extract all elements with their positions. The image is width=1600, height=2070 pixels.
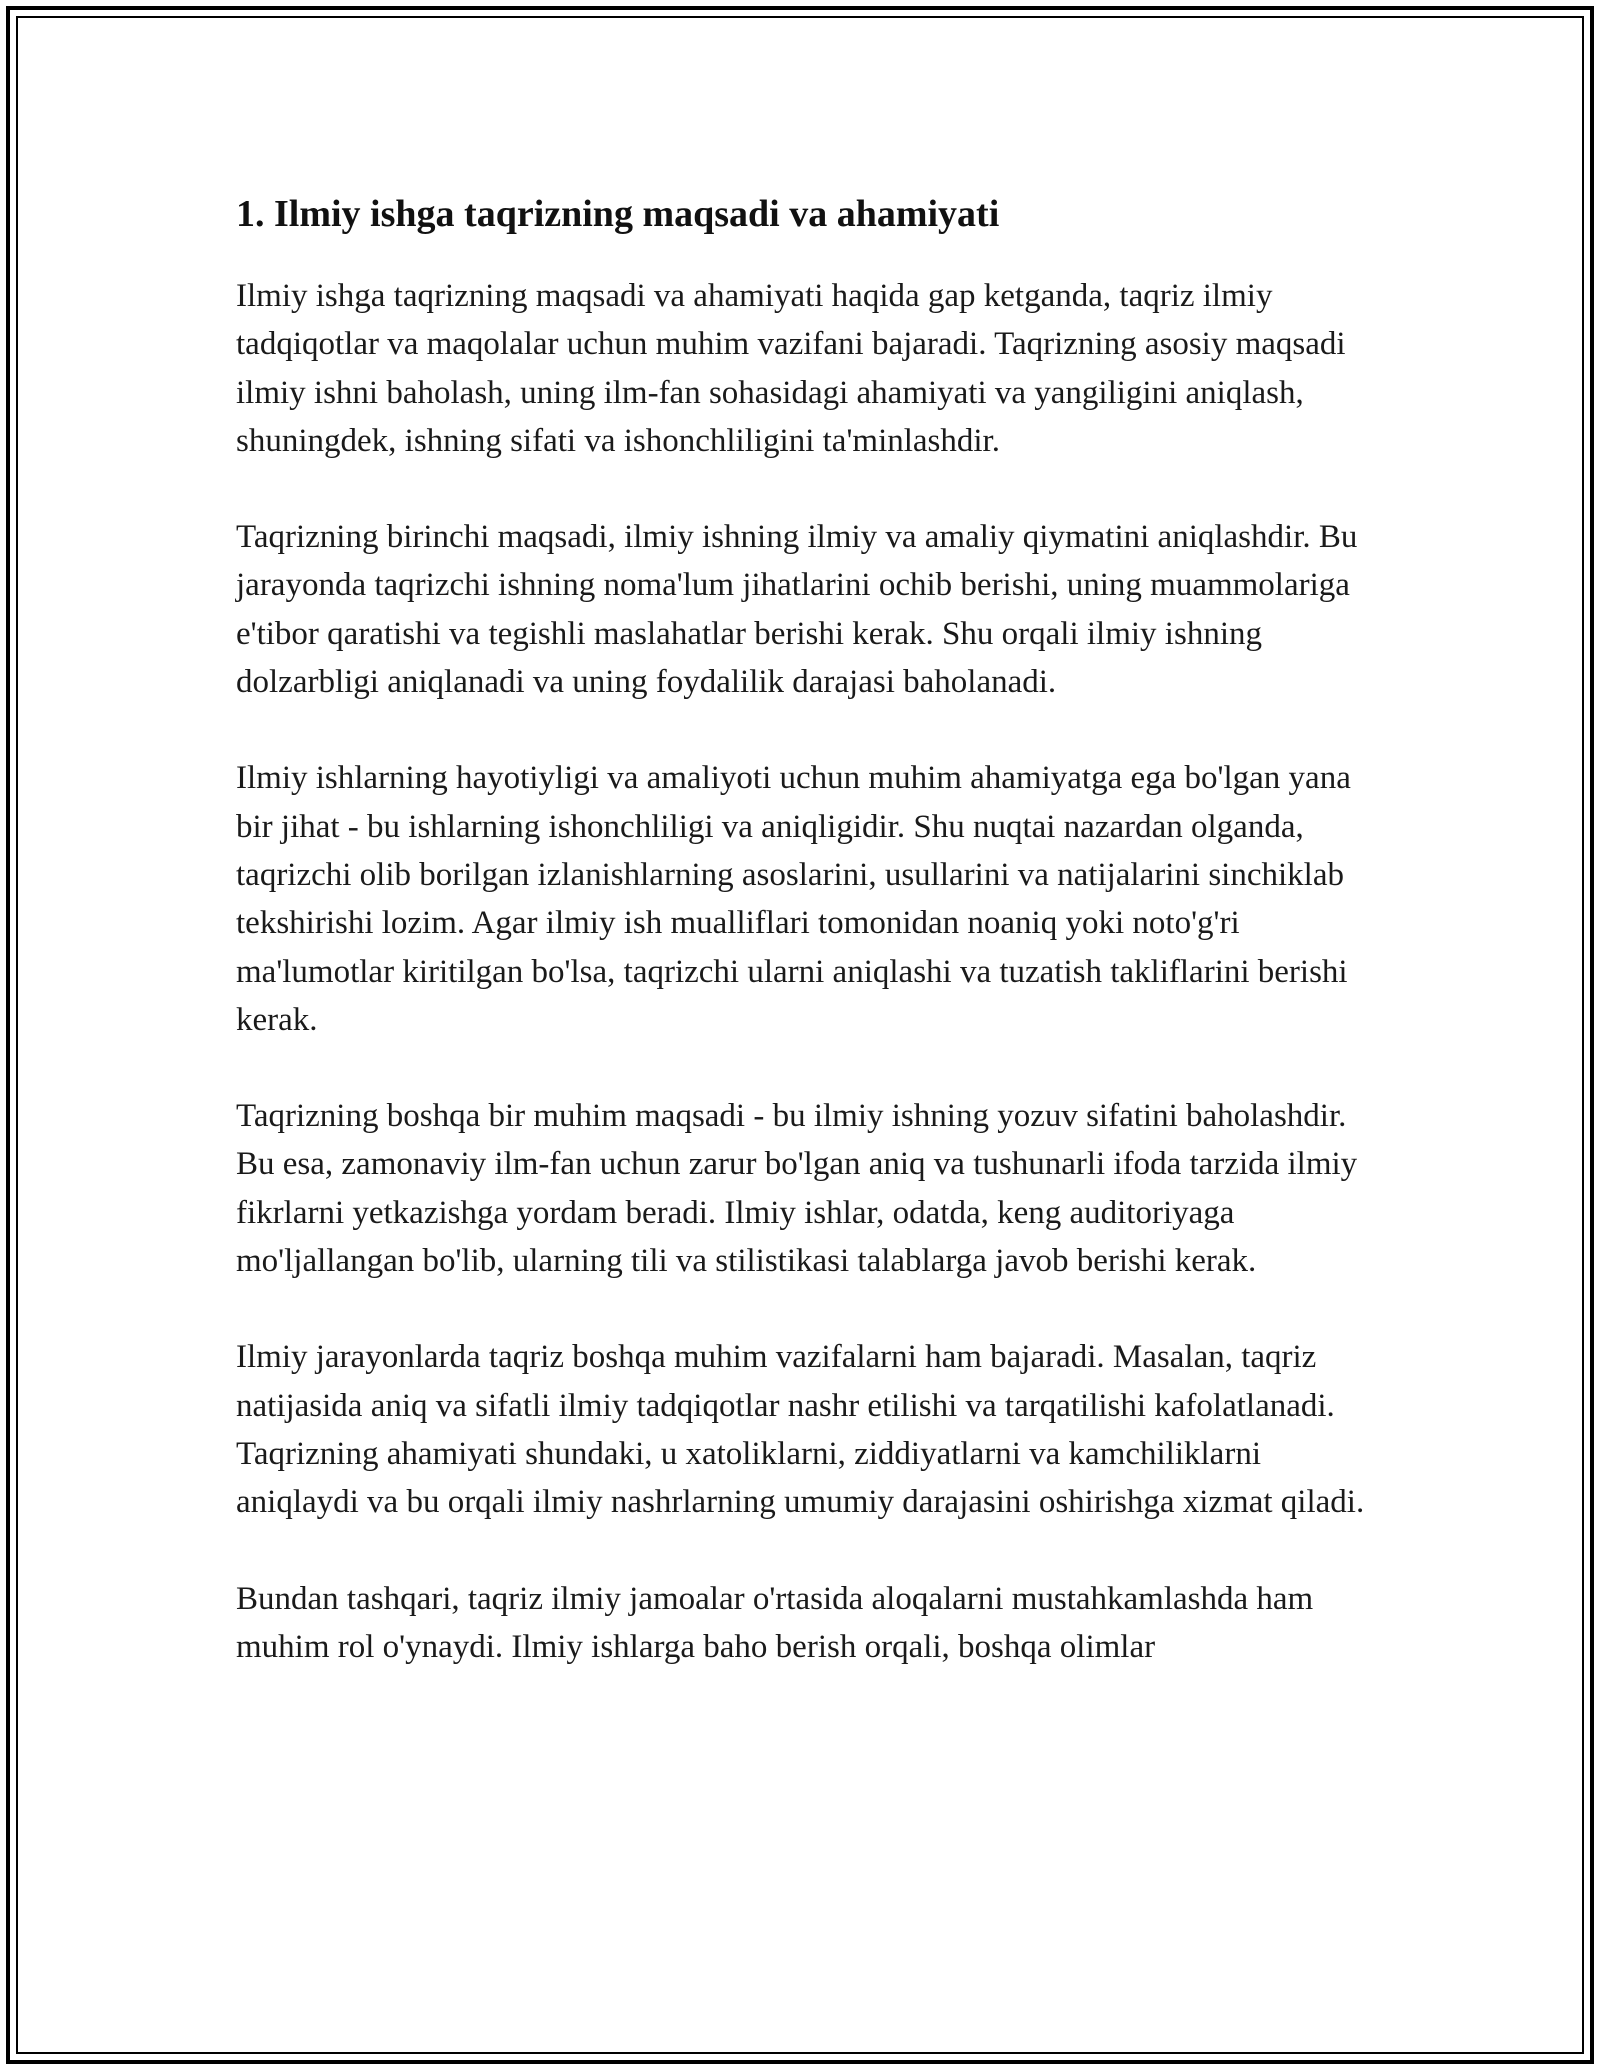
document-body xyxy=(236,186,1376,1719)
section-heading: 1. Ilmiy ishga taqrizning maqsadi va ahamiyati xyxy=(236,193,1000,235)
paragraph-5: Ilmiy jarayonlarda taqriz boshqa muhim vazifalarni ham bajaradi. Masalan, taqriz natijasida aniq va sifatli ilmiy tadqiqotlar nashr etilishi va tarqatilishi kafolatlanadi. Taqrizning ahamiyati shundaki, u xatoliklarni, ziddiyatlarni va kamchiliklarni aniqlaydi va bu orqali ilmiy nashrlarning umumiy darajasini oshirishga xizmat qiladi. xyxy=(236,1339,1365,1521)
paragraph-3: Ilmiy ishlarning hayotiyligi va amaliyoti uchun muhim ahamiyatga ega bo'lgan yana bir jihat - bu ishlarning ishonchliligi va aniqligidir. Shu nuqtai nazardan olganda, taqrizchi olib borilgan izlanishlarning asoslarini, usullarini va natijalarini sinchiklab tekshirishi lozim. Agar ilmiy ish mualliflari tomonidan noaniq yoki noto'g'ri ma'lumotlar kiritilgan bo'lsa, taqrizchi ularni aniqlashi va tuzatish takliflarini berishi kerak. xyxy=(236,760,1351,1038)
paragraph-6: Bundan tashqari, taqriz ilmiy jamoalar o'rtasida aloqalarni mustahkamlashda ham muhim rol o'ynaydi. Ilmiy ishlarga baho berish orqali, boshqa olimlar xyxy=(236,1580,1314,1665)
paragraph-4: Taqrizning boshqa bir muhim maqsadi - bu ilmiy ishning yozuv sifatini baholashdir. Bu esa, zamonaviy ilm-fan uchun zarur bo'lgan aniq va tushunarli ifoda tarzida ilmiy fikrlarni yetkazishga yordam beradi. Ilmiy ishlar, odatda, keng auditoriyaga mo'ljallangan bo'lib, ularning tili va stilistikasi talablarga javob berishi kerak. xyxy=(236,1098,1358,1280)
paragraph-2: Taqrizning birinchi maqsadi, ilmiy ishning ilmiy va amaliy qiymatini aniqlashdir. Bu jarayonda taqrizchi ishning noma'lum jihatlarini ochib berishi, uning muammolariga e'tibor qaratishi va tegishli maslahatlar berishi kerak. Shu orqali ilmiy ishning dolzarbligi aniqlanadi va uning foydalilik darajasi baholanadi. xyxy=(236,519,1358,701)
paragraph-1: Ilmiy ishga taqrizning maqsadi va ahamiyati haqida gap ketganda, taqriz ilmiy tadqiqotlar va maqolalar uchun muhim vazifani bajaradi. Taqrizning asosiy maqsadi ilmiy ishni baholash, uning ilm-fan sohasidagi ahamiyati va yangiligini aniqlash, shuningdek, ishning sifati va ishonchliligini ta'minlashdir. xyxy=(236,278,1346,459)
